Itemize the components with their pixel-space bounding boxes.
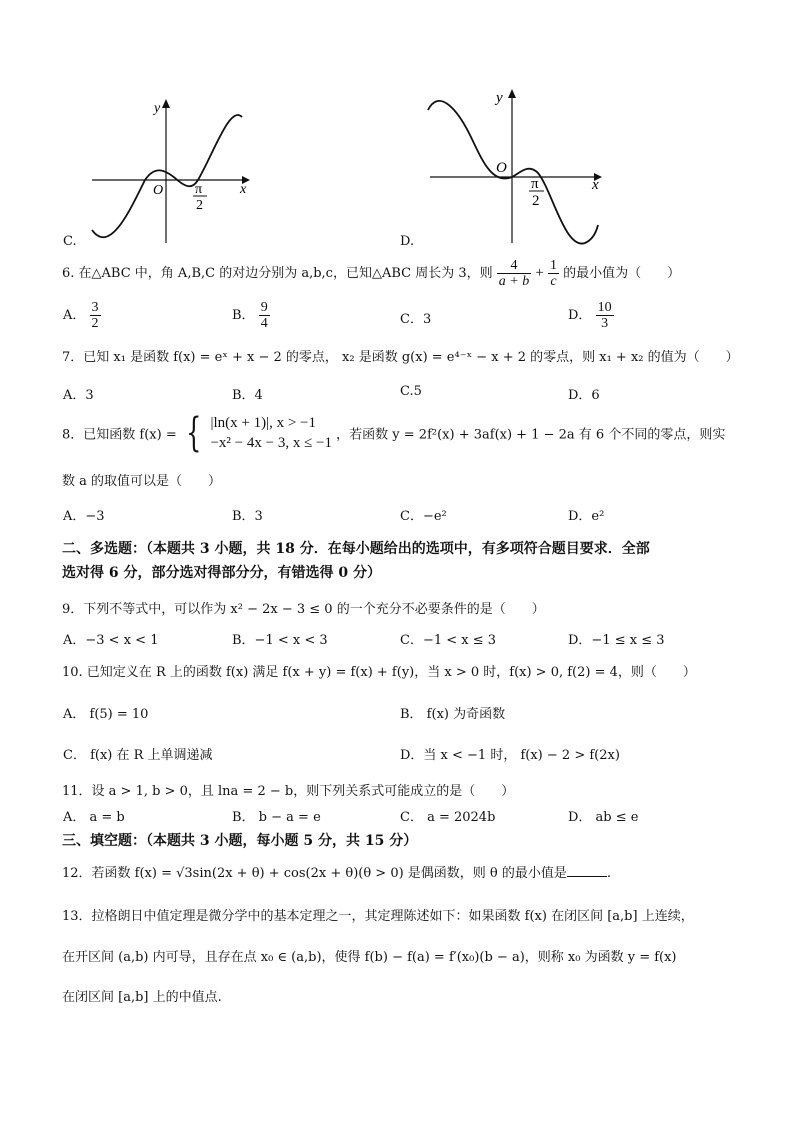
q6-option-b-frac: [259, 300, 270, 331]
question-8: [62, 410, 726, 456]
q8-prefix: 8．已知函数 f(x) =: [62, 427, 177, 443]
q7-option-a[interactable]: A．3: [63, 388, 94, 403]
q6-option-d[interactable]: [568, 300, 614, 331]
graph-c: [80, 95, 260, 250]
question-13-line-1: 13．拉格朗日中值定理是微分学中的基本定理之一，其定理陈述如下：如果函数 f(x) 在闭区间 [a,b] 上连续，: [62, 909, 694, 924]
section-2-heading-line-1: 二、多选题：（本题共 3 小题，共 18 分．在每小题给出的选项中，有多项符合题目要求．全部: [62, 541, 650, 557]
q6-option-d-label: D．: [568, 308, 592, 323]
q8-option-c[interactable]: C．−e²: [400, 509, 447, 524]
graph-c-origin: O: [153, 183, 164, 198]
q6-option-b-label: B．: [232, 308, 255, 323]
q6-option-c-text: 3: [422, 312, 432, 327]
graph-d-curve: [428, 101, 598, 244]
q6-option-b-num: 9: [260, 300, 268, 315]
graph-c-curve: [92, 115, 242, 237]
question-7: 7．已知 x₁ 是函数 f(x) = eˣ + x − 2 的零点， x₂ 是函数 g(x) = e⁴⁻ˣ − x + 2 的零点，则 x₁ + x₂ 的值为（ ）: [62, 350, 739, 365]
q11-option-a[interactable]: A． a = b: [63, 810, 125, 825]
graph-d-y-arrow: [508, 89, 516, 98]
graph-c-y-arrow: [162, 99, 170, 108]
q7-option-d[interactable]: D．6: [568, 388, 600, 403]
question-13-line-3: 在闭区间 [a,b] 上的中值点.: [62, 990, 222, 1005]
q12-answer-blank[interactable]: [567, 864, 607, 877]
q12-stem: 12．若函数 f(x) = √3sin(2x + θ) + cos(2x + θ)(θ > 0) 是偶函数，则 θ 的最小值是: [62, 866, 567, 881]
q6-plus: +: [535, 265, 544, 281]
q10-option-b[interactable]: B． f(x) 为奇函数: [400, 707, 506, 722]
q8-case-1: |ln(x + 1)|, x > −1: [210, 415, 316, 431]
graph-d-x-label: x: [592, 177, 599, 193]
question-6: [62, 258, 680, 289]
graph-d: [420, 85, 615, 250]
q10-option-c[interactable]: C． f(x) 在 R 上单调递减: [63, 748, 213, 763]
graph-c-pi: π: [195, 182, 203, 197]
q10-option-d[interactable]: D．当 x < −1 时， f(x) − 2 > f(2x): [400, 748, 620, 763]
graph-d-origin: O: [496, 160, 507, 176]
graph-c-x-label: x: [240, 182, 247, 197]
q6-option-b[interactable]: [232, 300, 270, 331]
q6-tail: 的最小值为（ ）: [563, 266, 681, 281]
q11-option-c[interactable]: C． a = 2024b: [400, 810, 496, 825]
q8-brace-icon: {: [185, 410, 202, 456]
q6-option-a-label: A．: [63, 308, 86, 323]
graph-d-y-label: y: [496, 90, 503, 106]
q12-tail: .: [606, 866, 612, 881]
q6-frac-1-num: 4: [497, 258, 531, 274]
graph-c-label: C.: [63, 234, 77, 249]
q6-option-a[interactable]: [63, 300, 101, 331]
graph-c-two: 2: [196, 198, 203, 213]
q8-stem-tail: ，若函数 y = 2f²(x) + 3af(x) + 1 − 2a 有 6 个不同的零点，则实: [336, 427, 726, 443]
q6-option-d-den: 3: [601, 316, 609, 331]
q6-frac-2: [548, 258, 559, 289]
q6-frac-2-num: 1: [549, 258, 557, 273]
graph-c-y-label: y: [154, 101, 161, 116]
q8-cases: [210, 413, 332, 453]
section-3-heading: 三、填空题：（本题共 3 小题，每小题 5 分，共 15 分）: [62, 833, 418, 849]
graph-d-pi: π: [531, 176, 539, 192]
question-9: 9．下列不等式中，可以作为 x² − 2x − 3 ≤ 0 的一个充分不必要条件的是（ ）: [62, 602, 545, 617]
q9-option-a[interactable]: A．−3 < x < 1: [63, 633, 159, 648]
question-11: 11．设 a > 1, b > 0，且 lna = 2 − b，则下列关系式可能成立的是（ ）: [62, 784, 515, 799]
q6-option-b-den: 4: [260, 316, 268, 331]
q6-option-a-den: 2: [91, 316, 99, 331]
q8-option-d[interactable]: D．e²: [568, 509, 605, 524]
question-13-line-2: 在开区间 (a,b) 内可导，且存在点 x₀ ∈ (a,b)，使得 f(b) − f(a) = f′(x₀)(b − a)，则称 x₀ 为函数 y = f(x): [62, 950, 677, 965]
q6-option-d-num: 10: [597, 300, 612, 315]
q9-option-b[interactable]: B．−1 < x < 3: [232, 633, 328, 648]
q6-frac-1-den: a + b: [498, 274, 530, 289]
q7-option-b[interactable]: B．4: [232, 388, 263, 403]
q6-frac-2-den: c: [550, 274, 557, 289]
q6-stem: 6. 在△ABC 中，角 A,B,C 的对边分别为 a,b,c，已知△ABC 周长为 3，则: [62, 266, 493, 281]
q6-option-a-frac: [90, 300, 101, 331]
q8-option-a[interactable]: A．−3: [63, 509, 105, 524]
q9-option-d[interactable]: D．−1 ≤ x ≤ 3: [568, 633, 665, 648]
q7-option-c[interactable]: C.5: [400, 384, 422, 399]
q8-line-2: 数 a 的取值可以是（ ）: [62, 474, 222, 489]
graph-d-label: D.: [400, 234, 415, 249]
question-10: 10. 已知定义在 R 上的函数 f(x) 满足 f(x + y) = f(x) + f(y)，当 x > 0 时，f(x) > 0, f(2) = 4，则（ ）: [62, 665, 696, 680]
q6-option-c-label: C．: [400, 312, 423, 327]
graph-d-two: 2: [532, 193, 540, 209]
question-12: [62, 862, 611, 881]
q9-option-c[interactable]: C．−1 < x ≤ 3: [400, 633, 497, 648]
q6-option-d-frac: [596, 300, 614, 331]
q6-option-a-num: 3: [91, 300, 99, 315]
q8-case-2: −x² − 4x − 3, x ≤ −1: [210, 435, 333, 451]
q8-option-b[interactable]: B．3: [232, 509, 263, 524]
q6-option-c[interactable]: [400, 308, 431, 327]
q10-option-a[interactable]: A． f(5) = 10: [63, 707, 149, 722]
q11-option-d[interactable]: D． ab ≤ e: [568, 810, 639, 825]
q6-frac-1: [497, 258, 531, 289]
section-2-heading-line-2: 选对得 6 分，部分选对得部分分，有错选得 0 分）: [62, 565, 381, 581]
q11-option-b[interactable]: B． b − a = e: [232, 810, 321, 825]
